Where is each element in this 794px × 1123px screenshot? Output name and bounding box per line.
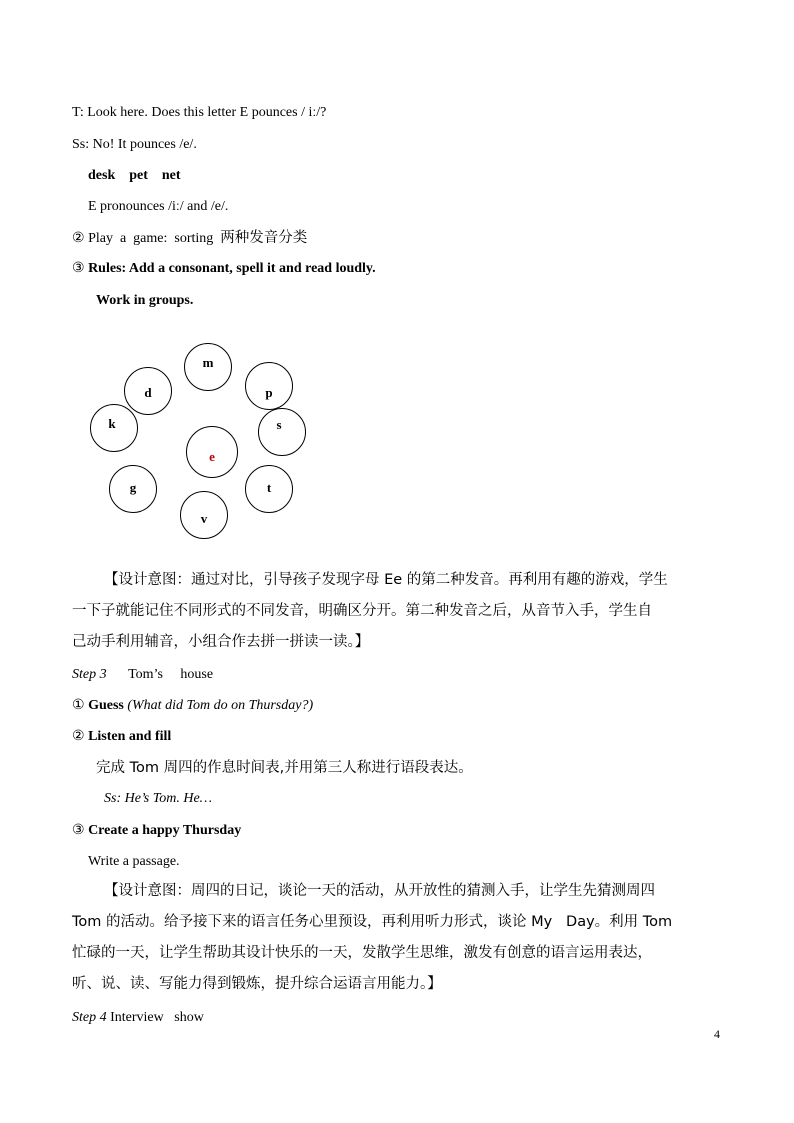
students-tom-line: Ss: He’s Tom. He… [104,791,213,806]
rules-number: ③ [72,261,85,276]
circle-letter-v: v [200,511,208,526]
design-intent-2-line-3: 忙碌的一天，让学生帮助其设计快乐的一天，发散学生思维，激发有创意的语言运用表达， [72,945,652,961]
circle-d [124,367,172,415]
circle-m [184,343,232,391]
play-text: Play a game: sorting [88,231,217,246]
page-number: 4 [714,1027,720,1041]
pronounce-line: E pronounces /iː/ and /e/. [88,199,229,214]
design-intent-2-line-4: 听、说、读、写能力得到锻炼，提升综合运语言用能力。】 [72,976,442,992]
guess-line [72,697,313,715]
circle-letter-m: m [202,355,214,370]
listen-line [72,728,171,746]
design-intent-2-line-1: 【设计意图：周四的日记，谈论一天的活动，从开放性的猜测入手，让学生先猜测周四 [104,883,655,899]
circle-letter-d: d [144,385,152,400]
design-intent-paragraph-2 [72,876,724,1000]
design-intent-1-line-1: 【设计意图：通过对比，引导孩子发现字母 Ee 的第二种发音。再利用有趣的游戏，学生 [104,572,668,588]
listen-number: ② [72,729,85,744]
create-line [72,822,241,840]
work-groups-line: Work in groups. [96,293,194,308]
play-game-line [72,229,307,248]
circle-letter-p: p [265,385,273,400]
design-intent-2-line-2: Tom 的活动。给予接下来的语言任务心里预设，再利用听力形式，谈论 My Day。利用 Tom [72,914,673,930]
circle-t [245,465,293,513]
circle-k [90,404,138,452]
design-intent-1-line-3: 己动手利用辅音，小组合作去拼一拼读一读。】 [72,634,370,650]
circle-letter-g: g [129,480,137,495]
create-number: ③ [72,823,85,838]
step3-label: Step 3 [72,667,107,682]
students-line: Ss: No! It pounces /e/. [72,137,197,152]
teacher-line: T: Look here. Does this letter E pounces / iː/? [72,105,327,120]
guess-italic: (What did Tom do on Thursday?) [123,698,314,713]
example-words: desk pet net [88,168,181,183]
create-bold: Create a happy Thursday [88,823,242,838]
circle-letter-s: s [276,417,282,432]
play-chinese: 两种发音分类 [220,230,308,246]
step4-title: Interview show [106,1010,204,1025]
rules-text: Rules: Add a consonant, spell it and read loudly. [88,261,376,276]
write-passage-line: Write a passage. [88,854,180,869]
circle-p [245,362,293,410]
listen-bold: Listen and fill [88,729,172,744]
circle-letter-e: e [209,449,215,464]
play-number: ② [72,231,85,246]
step3-title: Tom’s house [128,667,214,682]
rules-line [72,260,376,278]
listen-instruction: 完成 Tom 周四的作息时间表,并用第三人称进行语段表达。 [96,760,473,776]
circle-v [180,491,228,539]
circle-g [109,465,157,513]
guess-bold: Guess [88,698,124,713]
step4-heading [72,1009,204,1027]
circle-letter-t: t [266,480,272,495]
design-intent-1-line-2: 一下子就能记住不同形式的不同发音，明确区分开。第二种发音之后，从音节入手，学生自 [72,603,652,619]
step3-heading [72,666,213,684]
circle-s [258,408,306,456]
circle-letter-k: k [108,416,116,431]
guess-number: ① [72,698,85,713]
step4-label: Step 4 [72,1010,107,1025]
circle-e [186,426,238,478]
design-intent-paragraph-1 [72,565,724,658]
